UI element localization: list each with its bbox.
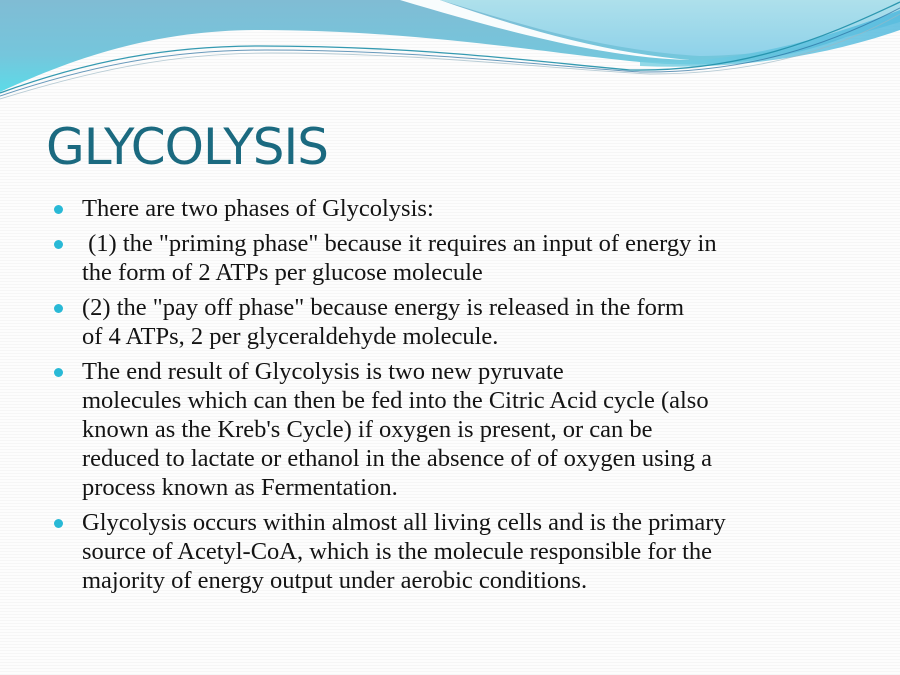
bullet-text-line: (2) the "pay off phase" because energy is released in the form [82,294,685,321]
bullet-text-line: majority of energy output under aerobic conditions. [82,567,588,594]
bullet-text-line: There are two phases of Glycolysis: [82,195,434,222]
bullet-list [0,194,900,595]
bullet-text-line: Glycolysis occurs within almost all living cells and is the primary [82,509,726,536]
bullet-dot-icon [54,205,63,214]
bullet-dot-icon [54,368,63,377]
bullet-dot-icon [54,519,63,528]
bullet-text-line: the form of 2 ATPs per glucose molecule [82,259,483,286]
bullet-text-line: The end result of Glycolysis is two new pyruvate [82,358,564,385]
bullet-text-line: known as the Kreb's Cycle) if oxygen is present, or can be [82,416,653,443]
bullet-text-line: source of Acetyl-CoA, which is the molecule responsible for the [82,538,713,565]
bullet-item [0,293,900,351]
slide-title: GLYCOLYSIS [46,118,329,176]
bullet-text-line: process known as Fermentation. [82,474,398,501]
bullet-text-line: reduced to lactate or ethanol in the absence of of oxygen using a [82,445,712,472]
bullet-text-line: of 4 ATPs, 2 per glyceraldehyde molecule. [82,323,499,350]
bullet-item [0,508,900,595]
bullet-dot-icon [54,304,63,313]
bullet-item [0,229,900,287]
bullet-item [0,194,900,223]
bullet-text-line: (1) the "priming phase" because it requires an input of energy in [82,230,717,257]
bullet-text-line: molecules which can then be fed into the Citric Acid cycle (also [82,387,709,414]
bullet-dot-icon [54,240,63,249]
header-wave-decoration [0,0,900,110]
bullet-item [0,357,900,502]
